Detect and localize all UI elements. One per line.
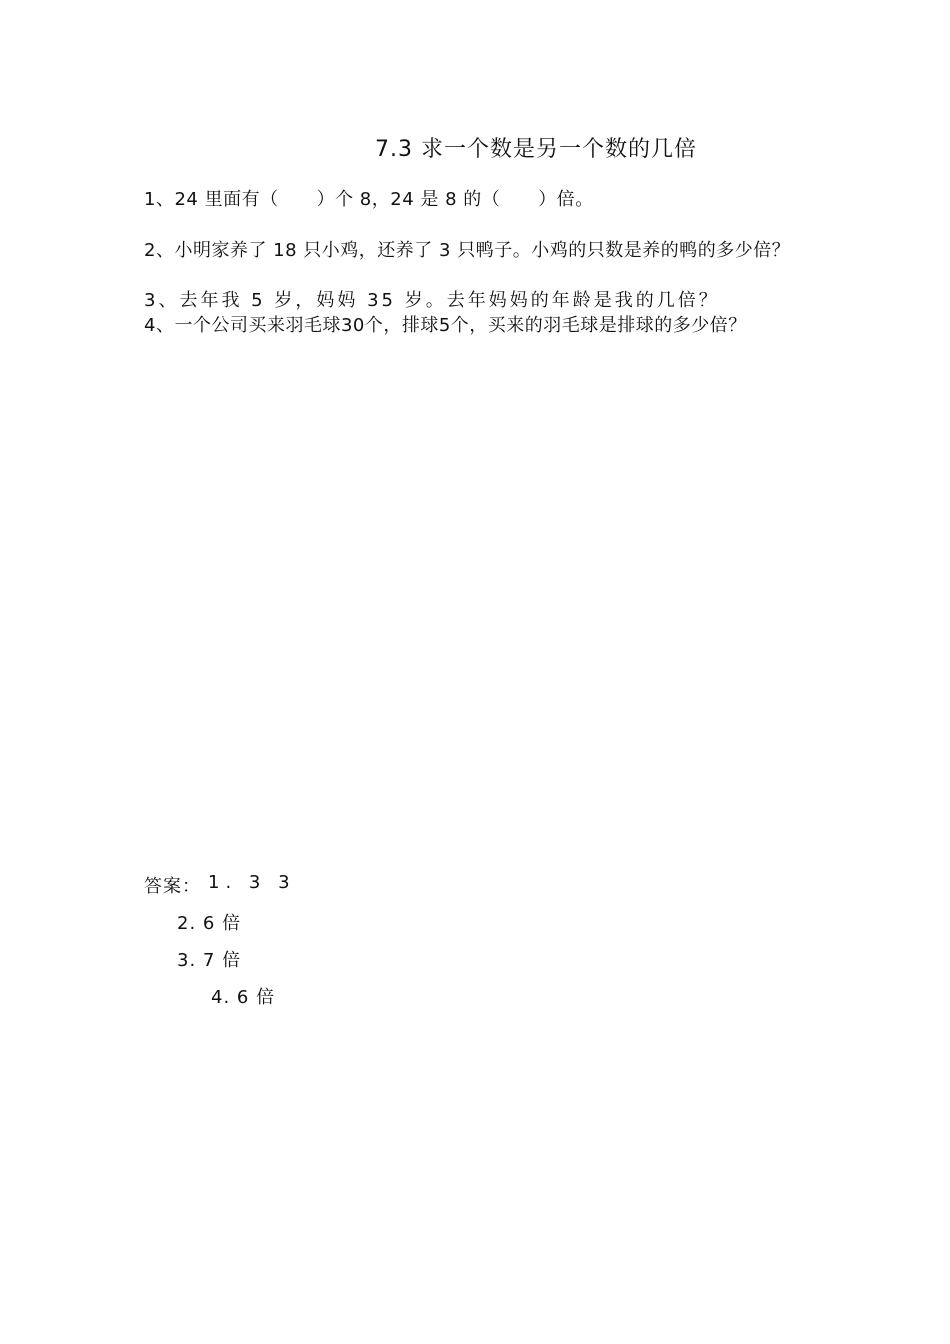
question-2: 2、小明家养了 18 只小鸡，还养了 3 只鸭子。小鸡的只数是养的鸭的多少倍？ (144, 240, 791, 261)
question-3: 3、去年我 5 岁，妈妈 35 岁。去年妈妈的年龄是我的几倍？ (144, 290, 720, 311)
question-4: 4、一个公司买来羽毛球30个，排球5个，买来的羽毛球是排球的多少倍？ (144, 315, 747, 336)
answers-label: 答案： (144, 876, 201, 897)
question-1-part-3: ）倍。 (538, 189, 594, 210)
question-1 (144, 187, 814, 212)
answer-2: 2. 6 倍 (177, 913, 242, 934)
question-1-part-2: ）个 8，24 是 8 的（ (316, 189, 501, 210)
worksheet-title: 7.3 求一个数是另一个数的几倍 (375, 137, 697, 162)
answer-1: 1. 3 3 (208, 872, 296, 893)
question-1-part-1: 1、24 里面有（ (144, 189, 279, 210)
answer-3: 3. 7 倍 (177, 950, 242, 971)
answer-4: 4. 6 倍 (211, 987, 276, 1008)
